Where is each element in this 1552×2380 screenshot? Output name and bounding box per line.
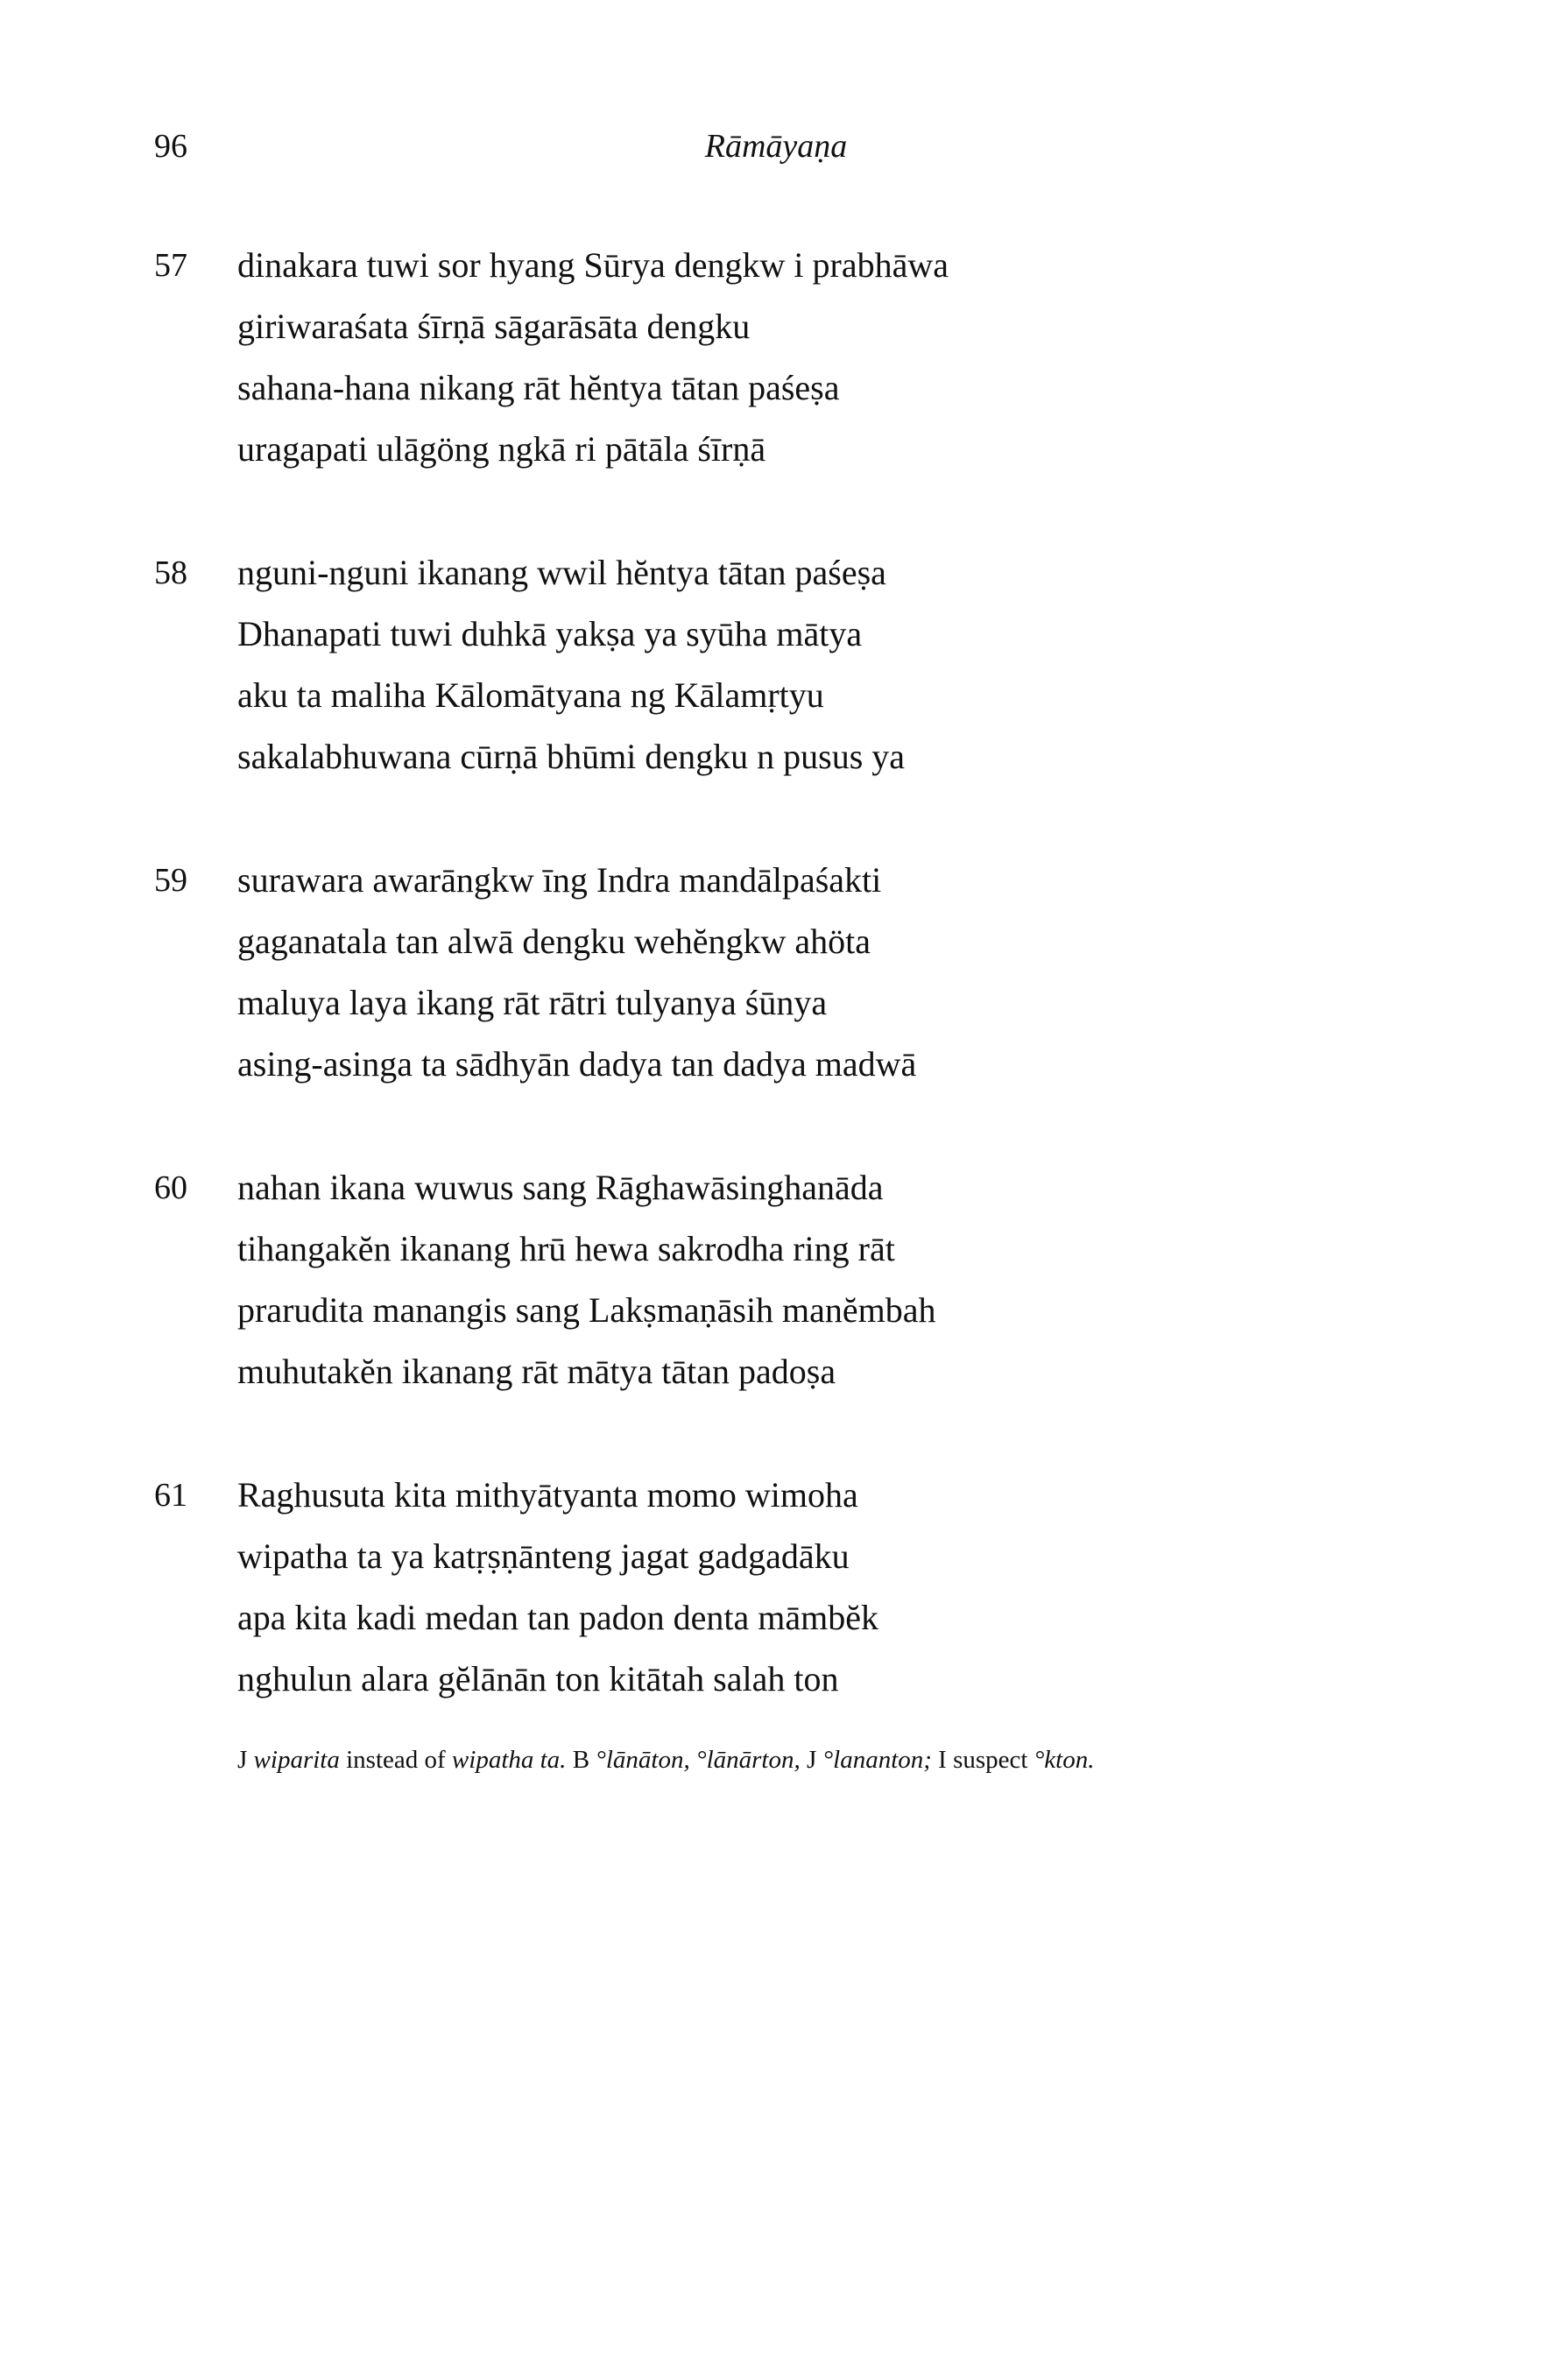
footnote-reading: °lānāton, °lānārton, — [596, 1746, 801, 1774]
verse-line: nahan ikana wuwus sang Rāghawāsinghanāda — [237, 1168, 884, 1207]
verse-line: dinakara tuwi sor hyang Sūrya dengkw i prabhāwa — [237, 245, 949, 285]
footnote-reading: °lananton; — [822, 1746, 932, 1774]
verse-line: sakalabhuwana cūrṇā bhūmi dengku n pusus ya — [237, 737, 906, 776]
verse-line: surawara awarāngkw īng Indra mandālpaśakti — [237, 860, 882, 900]
verse-line: sahana-hana nikang rāt hĕntya tātan paśeṣa — [237, 368, 840, 407]
footnote — [237, 1745, 1094, 1776]
verse-line: nguni-nguni ikanang wwil hĕntya tātan paśeṣa — [237, 553, 886, 592]
verse-line: giriwaraśata śīrṇā sāgarāsāta dengku — [237, 307, 751, 346]
footnote-siglum: J — [237, 1746, 254, 1774]
stanza-number: 60 — [154, 1169, 187, 1206]
verse-line: muhutakĕn ikanang rāt mātya tātan padoṣa — [237, 1352, 836, 1391]
stanza-number: 61 — [154, 1477, 187, 1514]
footnote-text: I suspect — [931, 1746, 1034, 1774]
running-title: Rāmāyaṇa — [704, 128, 848, 165]
stanza-number: 57 — [154, 247, 187, 284]
footnote-siglum: B — [566, 1746, 596, 1774]
verse-line: apa kita kadi medan tan padon denta māmbĕk — [237, 1598, 878, 1637]
verse-line: aku ta maliha Kālomātyana ng Kālamṛtyu — [237, 675, 824, 715]
verse-line: maluya laya ikang rāt rātri tulyanya śūnya — [237, 983, 828, 1022]
footnote-text: instead of — [339, 1746, 452, 1774]
verse-line: nghulun alara gĕlānān ton kitātah salah ton — [237, 1659, 839, 1698]
footnote-reading: wiparita — [253, 1746, 340, 1774]
verse-line: Raghusuta kita mithyātyanta momo wimoha — [237, 1475, 858, 1515]
verse-line: prarudita manangis sang Lakṣmaṇāsih manĕmbah — [237, 1290, 936, 1330]
verse-line: tihangakĕn ikanang hrū hewa sakrodha ring rāt — [237, 1229, 895, 1268]
verse-line: wipatha ta ya katṛṣṇānteng jagat gadgadāku — [237, 1536, 850, 1576]
page-number: 96 — [154, 128, 187, 165]
verse-line: Dhanapati tuwi duhkā yakṣa ya syūha mātya — [237, 614, 863, 653]
footnote-reading: °kton. — [1033, 1746, 1095, 1774]
footnote-reading: wipatha ta. — [451, 1746, 567, 1774]
verse-line: asing-asinga ta sādhyān dadya tan dadya madwā — [237, 1044, 917, 1084]
stanza-number: 58 — [154, 554, 187, 591]
verse-line: uragapati ulāgöng ngkā ri pātāla śīrṇā — [237, 429, 766, 469]
footnote-siglum: J — [800, 1746, 823, 1774]
stanza-number: 59 — [154, 862, 187, 899]
verse-line: gaganatala tan alwā dengku wehĕngkw ahöta — [237, 922, 871, 961]
